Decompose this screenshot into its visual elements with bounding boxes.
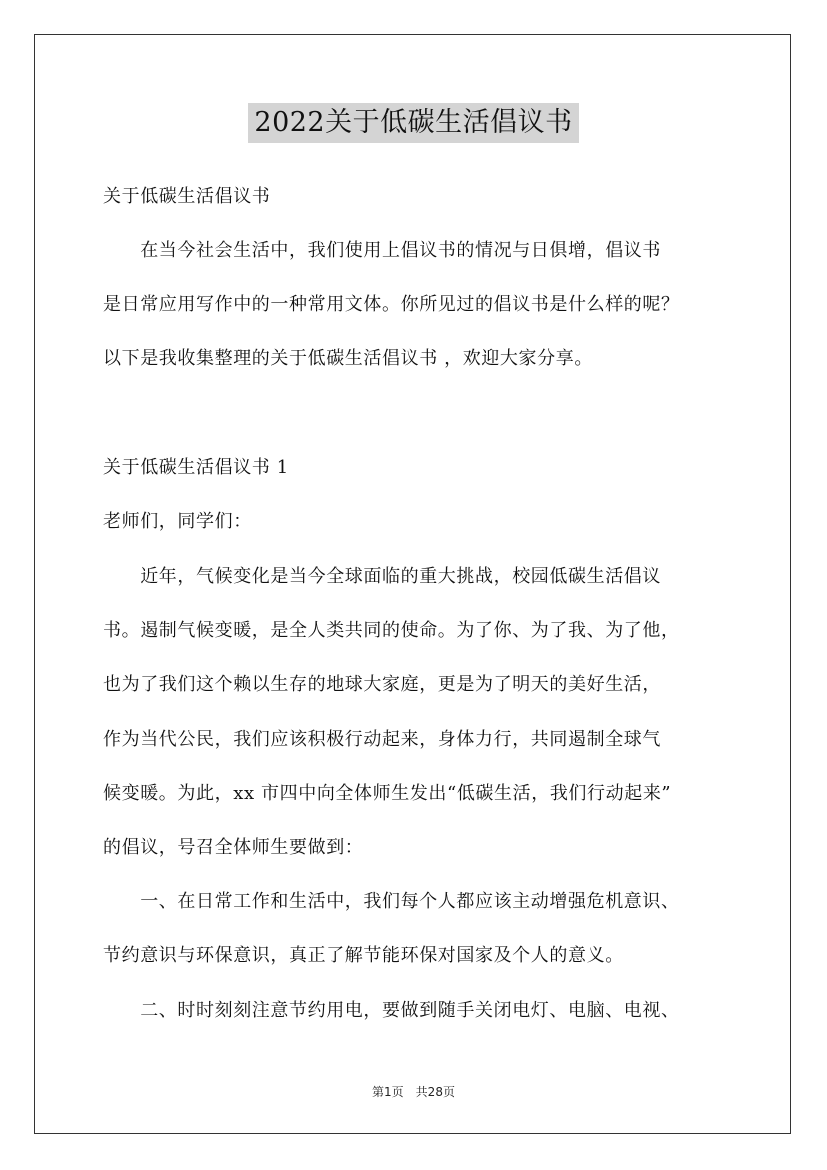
paragraph-line: 以下是我收集整理的关于低碳生活倡议书 ，欢迎大家分享。 bbox=[103, 348, 593, 369]
paragraph-line: 候变暖。为此，xx 市四中向全体师生发出“低碳生活，我们行动起来” bbox=[103, 783, 672, 804]
paragraph-line: 也为了我们这个赖以生存的地球大家庭，更是为了明天的美好生活， bbox=[103, 674, 661, 695]
paragraph-line: 书。遏制气候变暖，是全人类共同的使命。为了你、为了我、为了他， bbox=[103, 620, 680, 641]
paragraph-line: 近年，气候变化是当今全球面临的重大挑战，校园低碳生活倡议 bbox=[103, 566, 661, 587]
document-title: 2022关于低碳生活倡议书 bbox=[248, 103, 578, 143]
paragraph-line: 二、时时刻刻注意节约用电，要做到随手关闭电灯、电脑、电视、 bbox=[103, 1000, 680, 1021]
title-container bbox=[0, 103, 827, 143]
paragraph-line: 一、在日常工作和生活中，我们每个人都应该主动增强危机意识、 bbox=[103, 891, 680, 912]
salutation: 老师们，同学们： bbox=[103, 511, 252, 532]
page-number: 第1页 共28页 bbox=[372, 1085, 455, 1099]
paragraph-line: 在当今社会生活中，我们使用上倡议书的情况与日俱增，倡议书 bbox=[103, 240, 661, 261]
paragraph-line: 的倡议，号召全体师生要做到： bbox=[103, 837, 364, 858]
paragraph-line: 节约意识与环保意识，真正了解节能环保对国家及个人的意义。 bbox=[103, 945, 624, 966]
paragraph-line: 作为当代公民，我们应该积极行动起来，身体力行，共同遏制全球气 bbox=[103, 729, 661, 750]
section-heading: 关于低碳生活倡议书 bbox=[103, 186, 271, 207]
paragraph-line: 是日常应用写作中的一种常用文体。你所见过的倡议书是什么样的呢？ bbox=[103, 294, 680, 315]
section-heading: 关于低碳生活倡议书 1 bbox=[103, 457, 289, 478]
